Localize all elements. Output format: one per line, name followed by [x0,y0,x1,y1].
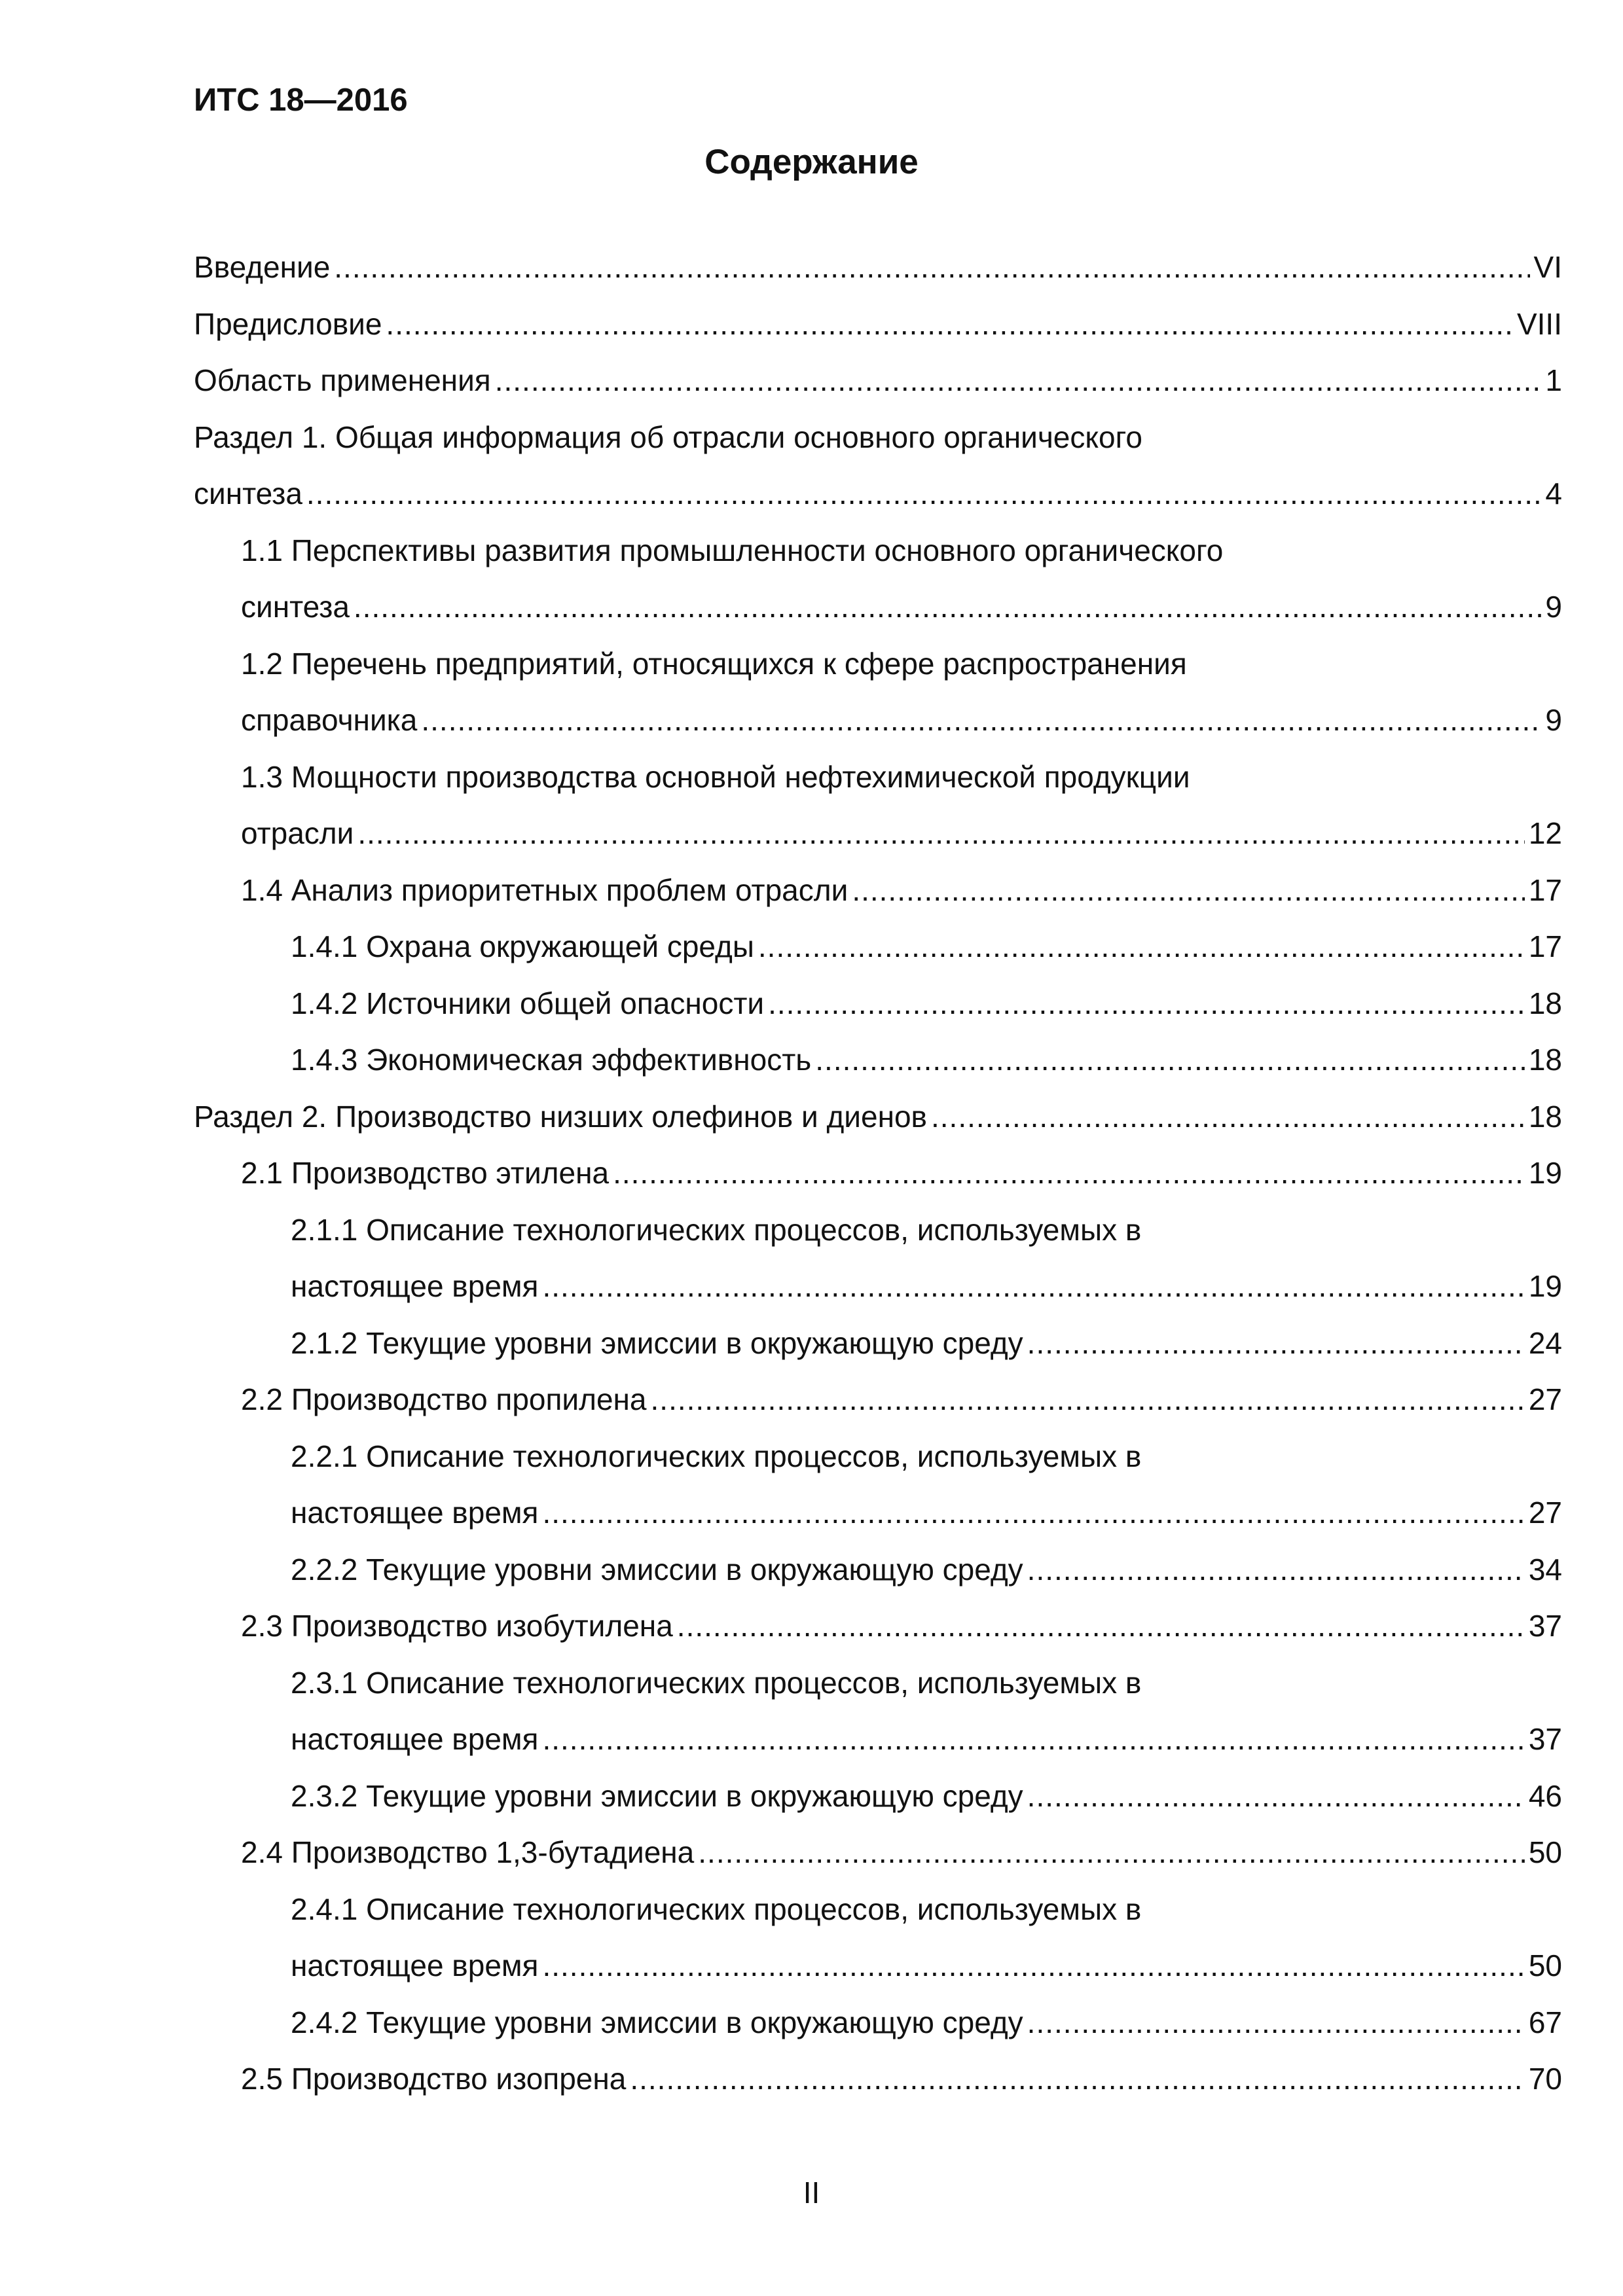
toc-entry[interactable] [194,1088,1562,1145]
toc-entry-text: 2.4.1 Описание технологических процессов, используемых в [291,1892,1142,1926]
toc-entry[interactable] [194,1824,1562,1881]
toc-entry-text: 1.1 Перспективы развития промышленности основного органического [241,533,1224,567]
toc-page-number: 24 [1528,1325,1562,1360]
toc-dot-leader [334,239,1529,296]
toc-entry-text: 1.4.1 Охрана окружающей среды [291,929,754,963]
toc-entry[interactable] [194,1711,1562,1768]
toc-dot-leader [357,805,1524,862]
toc-dot-leader [1027,1541,1525,1598]
toc-page-number: 46 [1528,1778,1562,1813]
toc-dot-leader [1027,1994,1525,2051]
toc-entry[interactable] [194,692,1562,749]
toc-entry[interactable] [194,579,1562,636]
toc-dot-leader [677,1598,1525,1655]
toc-page-number: 18 [1528,986,1562,1020]
toc-entry-text: 2.3.2 Текущие уровни эмиссии в окружающую среду [291,1778,1023,1813]
toc-entry-text: 2.3 Производство изобутилена [241,1609,673,1643]
toc-dot-leader [542,1711,1524,1768]
toc-page-number: 9 [1545,590,1562,624]
toc-entry-text: 2.3.1 Описание технологических процессов, используемых в [291,1665,1142,1700]
toc-entry-text: 1.4 Анализ приоритетных проблем отрасли [241,872,848,907]
toc-page-number: 17 [1528,872,1562,907]
toc-dot-leader [698,1824,1525,1881]
toc-dot-leader [768,975,1525,1032]
toc-entry-text: Раздел 2. Производство низших олефинов и диенов [194,1099,927,1134]
toc-entry[interactable] [194,1598,1562,1655]
toc-page-number: 1 [1545,363,1562,397]
toc-entry-text: Раздел 1. Общая информация об отрасли основного органического [194,420,1142,454]
toc-entry[interactable] [194,465,1562,522]
toc-entry[interactable] [194,1315,1562,1372]
toc-dot-leader [386,296,1513,353]
toc-dot-leader [306,465,1542,522]
toc-page-number: 18 [1528,1043,1562,1077]
toc-entry-text: настоящее время [291,1722,539,1756]
toc-dot-leader [758,918,1525,975]
toc-page-number: 37 [1528,1609,1562,1643]
toc-entry-text: 2.5 Производство изопрена [241,2062,627,2096]
toc-entry[interactable] [194,296,1562,353]
toc-entry-text: справочника [241,703,418,737]
toc-entry[interactable] [194,1484,1562,1541]
toc-page-number: 34 [1528,1552,1562,1587]
toc-entry-text: Предисловие [194,306,382,341]
toc-entry[interactable] [194,239,1562,296]
toc-dot-leader [542,1937,1524,1994]
toc-page-number: 9 [1545,703,1562,737]
toc-dot-leader [495,352,1542,409]
toc-entry-text: 1.3 Мощности производства основной нефтехимической продукции [241,759,1190,794]
toc-entry[interactable] [194,749,1562,806]
toc-dot-leader [630,2051,1524,2108]
table-of-contents [194,239,1562,2108]
toc-entry-text: 1.4.2 Источники общей опасности [291,986,765,1020]
page-number: II [803,2176,820,2210]
toc-entry[interactable] [194,1031,1562,1088]
toc-entry-text: синтеза [194,476,302,511]
toc-entry-text: отрасли [241,816,354,850]
toc-entry-text: 2.2 Производство пропилена [241,1382,647,1416]
toc-page-number: 50 [1528,1835,1562,1869]
toc-entry-text: 2.1.2 Текущие уровни эмиссии в окружающую среду [291,1325,1023,1360]
toc-entry-text: настоящее время [291,1496,539,1530]
toc-entry[interactable] [194,862,1562,919]
toc-entry[interactable] [194,1881,1562,1938]
toc-entry[interactable] [194,918,1562,975]
toc-entry-text: Область применения [194,363,491,397]
toc-entry[interactable] [194,1655,1562,1712]
document-code: ИТС 18—2016 [194,82,408,118]
toc-page-number: 37 [1528,1722,1562,1756]
toc-dot-leader [651,1371,1525,1428]
toc-entry[interactable] [194,1768,1562,1825]
toc-entry-text: 2.1.1 Описание технологических процессов, используемых в [291,1212,1142,1247]
toc-entry-text: настоящее время [291,1269,539,1303]
toc-entry[interactable] [194,1202,1562,1259]
toc-page-number: 70 [1528,2062,1562,2096]
toc-dot-leader [542,1484,1524,1541]
page-title: Содержание [704,143,919,181]
toc-entry-text: настоящее время [291,1948,539,1982]
toc-page-number: VIII [1516,306,1562,341]
toc-entry-text: 2.2.1 Описание технологических процессов, используемых в [291,1439,1142,1473]
toc-dot-leader [421,692,1541,749]
toc-entry[interactable] [194,1258,1562,1315]
toc-entry-text: 2.4 Производство 1,3-бутадиена [241,1835,695,1869]
toc-page-number: 4 [1545,476,1562,511]
toc-dot-leader [613,1145,1525,1202]
toc-page-number: VI [1533,250,1562,284]
toc-entry[interactable] [194,636,1562,692]
toc-dot-leader [1027,1768,1525,1825]
toc-dot-leader [354,579,1542,636]
toc-entry[interactable] [194,1937,1562,1994]
toc-page-number: 67 [1528,2005,1562,2039]
toc-entry[interactable] [194,1428,1562,1485]
toc-dot-leader [1027,1315,1525,1372]
toc-dot-leader [542,1258,1524,1315]
toc-entry[interactable] [194,2051,1562,2108]
toc-entry[interactable] [194,522,1562,579]
toc-entry-text: 2.4.2 Текущие уровни эмиссии в окружающую среду [291,2005,1023,2039]
toc-entry[interactable] [194,1371,1562,1428]
toc-entry[interactable] [194,409,1562,466]
toc-dot-leader [852,862,1525,919]
toc-entry[interactable] [194,805,1562,862]
toc-entry-text: Введение [194,250,331,284]
toc-page-number: 18 [1528,1099,1562,1134]
toc-page-number: 27 [1528,1496,1562,1530]
toc-entry[interactable] [194,352,1562,409]
toc-entry-text: 2.2.2 Текущие уровни эмиссии в окружающую среду [291,1552,1023,1587]
toc-page-number: 17 [1528,929,1562,963]
toc-page-number: 19 [1528,1269,1562,1303]
toc-page-number: 19 [1528,1156,1562,1190]
toc-page-number: 27 [1528,1382,1562,1416]
toc-page-number: 50 [1528,1948,1562,1982]
toc-entry[interactable] [194,975,1562,1032]
toc-entry-text: 1.4.3 Экономическая эффективность [291,1043,812,1077]
toc-page-number: 12 [1528,816,1562,850]
toc-entry-text: 1.2 Перечень предприятий, относящихся к сфере распространения [241,646,1187,681]
toc-dot-leader [931,1088,1525,1145]
toc-entry[interactable] [194,1145,1562,1202]
toc-dot-leader [815,1031,1525,1088]
toc-entry[interactable] [194,1541,1562,1598]
toc-entry-text: 2.1 Производство этилена [241,1156,610,1190]
toc-entry-text: синтеза [241,590,350,624]
toc-entry[interactable] [194,1994,1562,2051]
